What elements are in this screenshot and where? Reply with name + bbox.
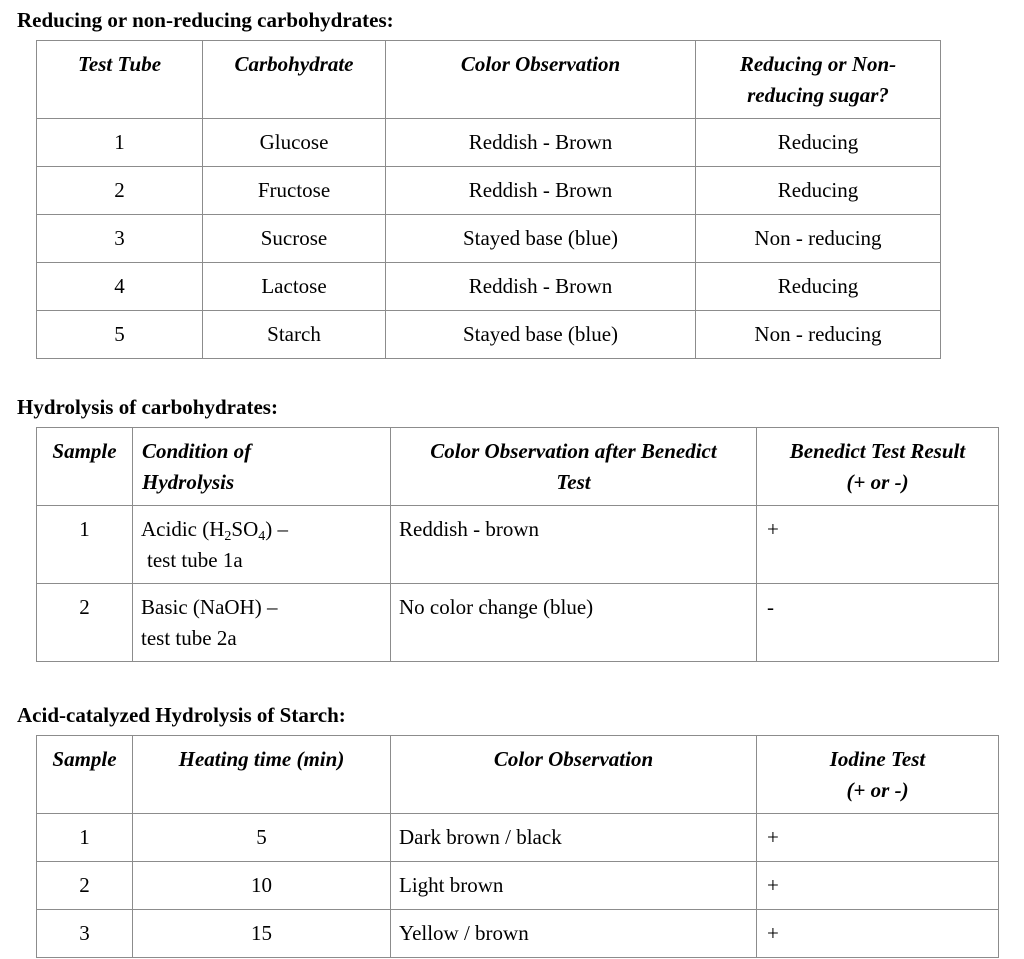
table-row	[37, 862, 999, 910]
cell-heating-time: 5	[133, 814, 391, 862]
cell-reducing: Reducing	[696, 119, 941, 167]
table-header-row	[37, 736, 999, 814]
header-line: Reducing or Non-	[739, 52, 897, 76]
starch-hydrolysis-table	[36, 735, 999, 958]
cell-reducing: Non - reducing	[696, 215, 941, 263]
cell-test-tube: 4	[37, 263, 203, 311]
cell-carbohydrate: Sucrose	[203, 215, 386, 263]
col-header-test-tube: Test Tube	[37, 41, 203, 119]
cell-result: -	[757, 584, 999, 662]
condition-text: Basic (NaOH) –	[141, 595, 278, 619]
cell-color: Stayed base (blue)	[386, 215, 696, 263]
col-header-color-after-benedict	[391, 428, 757, 506]
hydrolysis-table	[36, 427, 999, 662]
condition-text: SO	[231, 517, 259, 541]
cell-test-tube: 3	[37, 215, 203, 263]
cell-carbohydrate: Lactose	[203, 263, 386, 311]
cell-sample: 2	[37, 584, 133, 662]
col-header-benedict-result	[757, 428, 999, 506]
reducing-sugar-table	[36, 40, 941, 359]
table-row	[37, 584, 999, 662]
header-line: reducing sugar?	[747, 83, 889, 107]
subscript: 2	[224, 529, 232, 544]
cell-condition	[133, 584, 391, 662]
header-line: Benedict Test Result	[789, 439, 966, 463]
table-row	[37, 263, 941, 311]
header-line: Condition of	[142, 439, 252, 463]
cell-color: No color change (blue)	[391, 584, 757, 662]
cell-carbohydrate: Fructose	[203, 167, 386, 215]
cell-heating-time: 15	[133, 910, 391, 958]
col-header-color-observation: Color Observation	[391, 736, 757, 814]
cell-carbohydrate: Glucose	[203, 119, 386, 167]
cell-color: Stayed base (blue)	[386, 311, 696, 359]
table-row	[37, 215, 941, 263]
cell-sample: 3	[37, 910, 133, 958]
header-line: Hydrolysis	[142, 470, 235, 494]
cell-color: Reddish - brown	[391, 506, 757, 584]
cell-color: Reddish - Brown	[386, 167, 696, 215]
cell-condition	[133, 506, 391, 584]
header-line: (+ or -)	[846, 470, 909, 494]
col-header-sample: Sample	[37, 428, 133, 506]
cell-carbohydrate: Starch	[203, 311, 386, 359]
cell-color: Yellow / brown	[391, 910, 757, 958]
cell-reducing: Reducing	[696, 167, 941, 215]
condition-text: Acidic (H	[141, 517, 225, 541]
header-line: Iodine Test	[829, 747, 926, 771]
cell-sample: 1	[37, 506, 133, 584]
condition-text: ) –	[265, 517, 288, 541]
cell-result: +	[757, 506, 999, 584]
table-row	[37, 167, 941, 215]
table-header-row	[37, 428, 999, 506]
cell-test-tube: 5	[37, 311, 203, 359]
cell-reducing: Non - reducing	[696, 311, 941, 359]
table-header-row	[37, 41, 941, 119]
condition-text: test tube 2a	[141, 626, 237, 650]
header-line: (+ or -)	[846, 778, 909, 802]
table-row	[37, 814, 999, 862]
cell-test-tube: 1	[37, 119, 203, 167]
cell-test-tube: 2	[37, 167, 203, 215]
section1-title: Reducing or non-reducing carbohydrates:	[17, 8, 394, 32]
col-header-iodine-test	[757, 736, 999, 814]
table-row	[37, 119, 941, 167]
col-header-reducing	[696, 41, 941, 119]
col-header-heating-time: Heating time (min)	[133, 736, 391, 814]
col-header-condition	[133, 428, 391, 506]
cell-iodine: +	[757, 814, 999, 862]
cell-sample: 2	[37, 862, 133, 910]
table-row	[37, 311, 941, 359]
cell-color: Reddish - Brown	[386, 263, 696, 311]
section3-title: Acid-catalyzed Hydrolysis of Starch:	[17, 703, 346, 727]
cell-iodine: +	[757, 862, 999, 910]
col-header-carbohydrate: Carbohydrate	[203, 41, 386, 119]
col-header-sample: Sample	[37, 736, 133, 814]
col-header-color-observation: Color Observation	[386, 41, 696, 119]
header-line: Test	[556, 470, 591, 494]
cell-color: Dark brown / black	[391, 814, 757, 862]
section2-title: Hydrolysis of carbohydrates:	[17, 395, 278, 419]
table-row	[37, 506, 999, 584]
subscript: 4	[258, 529, 266, 544]
cell-iodine: +	[757, 910, 999, 958]
cell-sample: 1	[37, 814, 133, 862]
cell-heating-time: 10	[133, 862, 391, 910]
table-row	[37, 910, 999, 958]
header-line: Color Observation after Benedict	[430, 439, 717, 463]
cell-reducing: Reducing	[696, 263, 941, 311]
cell-color: Light brown	[391, 862, 757, 910]
cell-color: Reddish - Brown	[386, 119, 696, 167]
condition-text: test tube 1a	[147, 548, 243, 572]
